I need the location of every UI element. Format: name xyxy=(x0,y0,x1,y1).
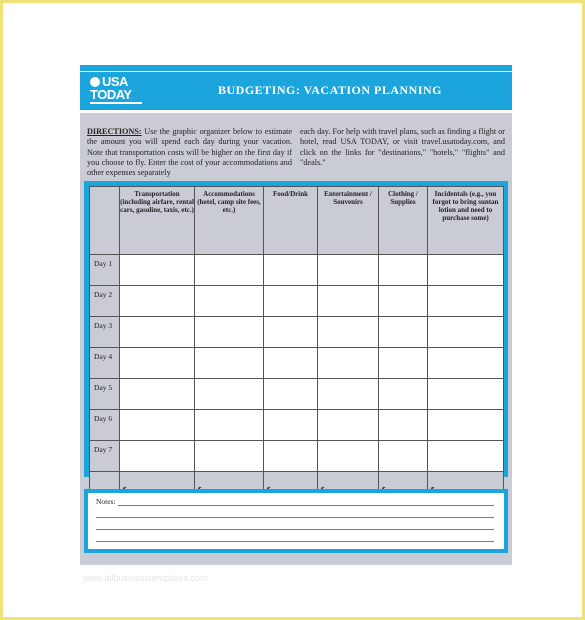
table-cell[interactable] xyxy=(264,286,318,317)
table-cell[interactable] xyxy=(264,255,318,286)
table-cell[interactable] xyxy=(195,379,264,410)
table-cell[interactable] xyxy=(195,348,264,379)
column-header-blank xyxy=(90,187,120,255)
table-cell[interactable] xyxy=(195,286,264,317)
table-cell[interactable] xyxy=(120,317,195,348)
row-label: Day 2 xyxy=(90,286,120,317)
header-rule xyxy=(80,71,512,72)
usa-today-logo xyxy=(90,75,142,107)
directions-left-column xyxy=(87,127,292,178)
table-cell[interactable] xyxy=(379,255,428,286)
table-cell[interactable] xyxy=(379,317,428,348)
budget-table-frame xyxy=(84,181,508,477)
table-cell[interactable] xyxy=(379,286,428,317)
directions-right-column: each day. For help with travel plans, such as finding a flight or hotel, read USA TODAY, or visit travel.usatoday.com, and click on the links for "destinations," "hotels," "flights" and "deals." xyxy=(300,127,505,167)
table-row xyxy=(90,348,504,379)
table-cell[interactable] xyxy=(318,379,379,410)
column-header-incidentals: Incidentals (e.g., you forgot to bring suntan lotion and need to purchase some) xyxy=(428,187,504,255)
table-row xyxy=(90,317,504,348)
table-row xyxy=(90,410,504,441)
table-cell[interactable] xyxy=(318,255,379,286)
table-cell[interactable] xyxy=(264,379,318,410)
table-cell[interactable] xyxy=(264,348,318,379)
table-cell[interactable] xyxy=(318,317,379,348)
table-cell[interactable] xyxy=(264,317,318,348)
table-cell[interactable] xyxy=(428,379,504,410)
row-label: Day 3 xyxy=(90,317,120,348)
note-line xyxy=(96,529,494,530)
table-cell[interactable] xyxy=(428,286,504,317)
notes-frame xyxy=(84,489,508,553)
table-cell[interactable] xyxy=(120,410,195,441)
column-header-accommodations: Accommodations (hotel, camp site fees, etc.) xyxy=(195,187,264,255)
table-cell[interactable] xyxy=(120,348,195,379)
table-cell[interactable] xyxy=(318,410,379,441)
table-row xyxy=(90,286,504,317)
table-cell[interactable] xyxy=(428,441,504,472)
watermark-text: www.allbusinesstemplates.com xyxy=(83,573,208,583)
logo-globe-icon xyxy=(90,77,100,87)
worksheet xyxy=(80,65,512,565)
table-cell[interactable] xyxy=(195,441,264,472)
budget-table xyxy=(89,186,504,507)
note-line xyxy=(118,505,494,506)
column-header-food-drink: Food/Drink xyxy=(264,187,318,255)
table-row xyxy=(90,255,504,286)
directions-label: DIRECTIONS: xyxy=(87,127,142,136)
page-title: BUDGETING: VACATION PLANNING xyxy=(217,83,443,97)
note-line xyxy=(96,517,494,518)
table-cell[interactable] xyxy=(379,410,428,441)
column-header-entertainment: Entertainment / Souvenirs xyxy=(318,187,379,255)
table-row xyxy=(90,441,504,472)
table-cell[interactable] xyxy=(428,317,504,348)
table-cell[interactable] xyxy=(120,286,195,317)
logo-text-today: TODAY xyxy=(90,87,132,102)
table-cell[interactable] xyxy=(195,410,264,441)
table-cell[interactable] xyxy=(195,255,264,286)
table-cell[interactable] xyxy=(318,286,379,317)
table-cell[interactable] xyxy=(120,379,195,410)
row-label: Day 5 xyxy=(90,379,120,410)
directions-text xyxy=(87,127,505,177)
table-cell[interactable] xyxy=(318,348,379,379)
logo-text-usa: USA xyxy=(102,74,128,89)
header-row xyxy=(90,187,504,255)
row-label: Day 4 xyxy=(90,348,120,379)
table-cell[interactable] xyxy=(379,441,428,472)
column-header-transportation: Transportation (including airfare, rental cars, gasoline, taxis, etc.) xyxy=(120,187,195,255)
table-cell[interactable] xyxy=(120,441,195,472)
row-label: Day 1 xyxy=(90,255,120,286)
table-cell[interactable] xyxy=(195,317,264,348)
table-cell[interactable] xyxy=(318,441,379,472)
header-banner xyxy=(80,65,512,113)
directions-left-text: Use the graphic organizer below to estimate the amount you will spend each day during your vacation. Note that transportation costs will be higher on the first day if you choose to fly. Enter the cost of your accommodations and other expenses separately xyxy=(87,127,292,178)
table-cell[interactable] xyxy=(379,348,428,379)
notes-area[interactable] xyxy=(88,493,504,549)
table-cell[interactable] xyxy=(120,255,195,286)
table-cell[interactable] xyxy=(379,379,428,410)
note-line xyxy=(96,541,494,542)
table-cell[interactable] xyxy=(428,410,504,441)
notes-label: Notes: xyxy=(96,497,116,506)
row-label: Day 7 xyxy=(90,441,120,472)
table-cell[interactable] xyxy=(428,255,504,286)
table-row xyxy=(90,379,504,410)
table-cell[interactable] xyxy=(264,441,318,472)
table-cell[interactable] xyxy=(264,410,318,441)
table-cell[interactable] xyxy=(428,348,504,379)
logo-underline xyxy=(90,102,142,104)
row-label: Day 6 xyxy=(90,410,120,441)
column-header-clothing: Clothing / Supplies xyxy=(379,187,428,255)
